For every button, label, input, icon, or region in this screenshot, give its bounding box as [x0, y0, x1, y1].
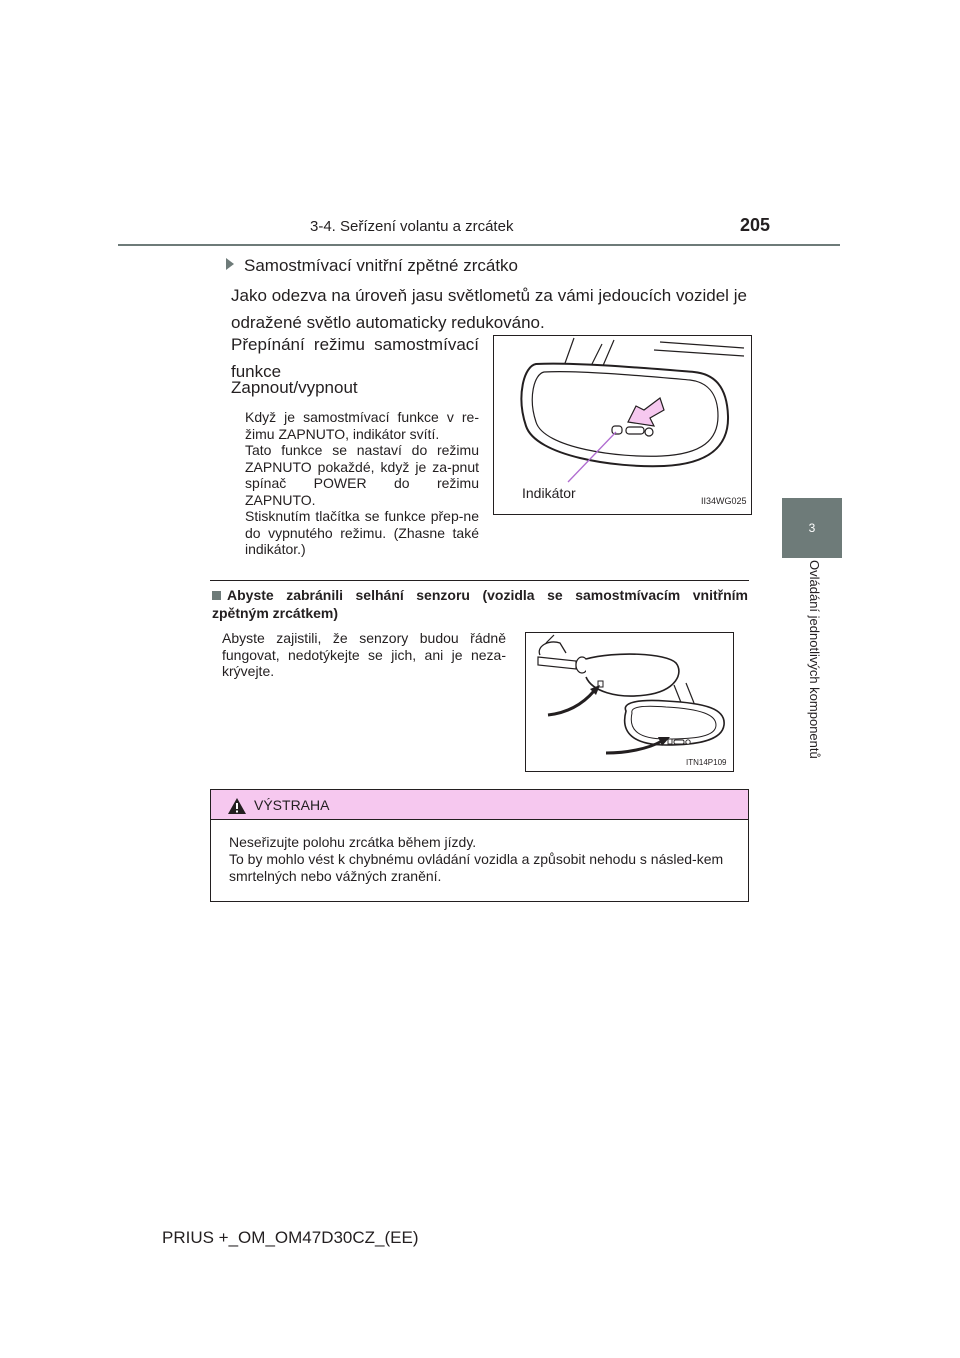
header-rule: [118, 244, 840, 246]
chapter-number: 3: [808, 521, 816, 535]
indicator-label: Indikátor: [522, 485, 576, 501]
section-heading: [226, 256, 518, 276]
mode-description: [245, 409, 479, 558]
warning-triangle-icon: [227, 797, 247, 815]
mirror-figure: [493, 335, 752, 515]
header-section-title: 3-4. Seřízení volantu a zrcátek: [310, 218, 514, 235]
warning-line: To by mohlo vést k chybnému ovládání vozidla a způsobit nehodu s násled-kem smrtelných nebo vážných zranění.: [229, 851, 724, 884]
footer-doc-code: PRIUS +_OM_OM47D30CZ_(EE): [162, 1228, 419, 1247]
mirror-illustration: [494, 336, 751, 514]
warning-line: Neseřizujte polohu zrcátka během jízdy.: [229, 834, 477, 850]
mode-desc-line: Stisknutím tlačítka se funkce přep-ne do vypnutého režimu. (Zhasne také indikátor.): [245, 508, 479, 557]
mode-title: Přepínání režimu samostmívací funkce: [231, 335, 479, 381]
subsection-title-text: Abyste zabránili selhání senzoru (vozidla se samostmívacím vnitřním zpětným zrcátkem): [212, 587, 748, 621]
subsection-body: Abyste zajistili, že senzory budou řádně fungovat, nedotýkejte se jich, ani je neza-krývejte.: [222, 630, 506, 679]
chapter-label: Ovládání jednotlivých komponentů: [807, 560, 822, 759]
warning-header: [211, 790, 748, 820]
section-heading-text: Samostmívací vnitřní zpětné zrcátko: [244, 256, 518, 275]
mode-desc-line: Když je samostmívací funkce v re-žimu ZAPNUTO, indikátor svítí.: [245, 409, 479, 442]
sensor-figure: [525, 632, 734, 772]
chapter-label-wrap: [782, 560, 842, 790]
page-number: 205: [740, 215, 771, 235]
intro-paragraph: Jako odezva na úroveň jasu světlometů za vámi jedoucích vozidel je odražené světlo automaticky redukováno.: [231, 286, 747, 332]
figure-code: II34WG025: [701, 496, 747, 506]
warning-box: [210, 789, 749, 902]
section-divider: [210, 580, 749, 581]
figure-code: ITN14P109: [686, 758, 727, 767]
mode-desc-line: Tato funkce se nastaví do režimu ZAPNUTO pokaždé, když je za-pnut spínač POWER do režimu ZAPNUTO.: [245, 442, 479, 508]
triangle-bullet-icon: [226, 258, 234, 270]
subsection-title: [212, 586, 748, 622]
warning-text: [229, 834, 741, 885]
mode-subtitle: Zapnout/vypnout: [231, 378, 358, 397]
warning-title: VÝSTRAHA: [254, 797, 330, 813]
sensor-illustration: [526, 633, 733, 771]
square-bullet-icon: [212, 591, 221, 600]
chapter-tab: [782, 498, 842, 558]
